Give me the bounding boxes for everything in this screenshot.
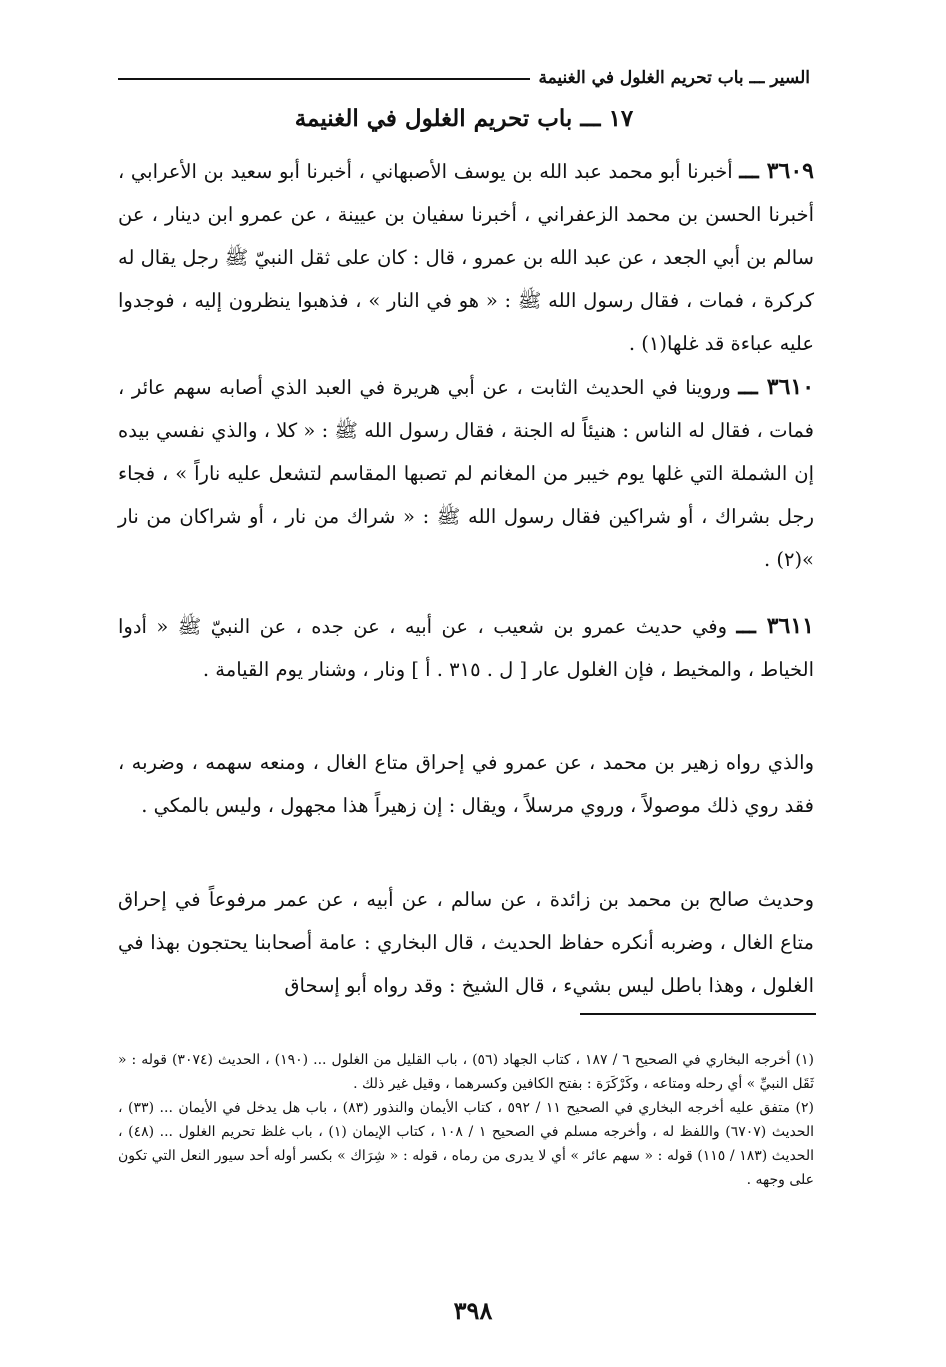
hadith-paragraph-3610 [118,366,814,581]
page-number: ٣٩٨ [453,1296,493,1325]
footnote-1: (١) أخرجه البخاري في الصحيح ٦ / ١٨٧ ، كتاب الجهاد (٥٦) ، باب القليل من الغلول ... (١٩٠) ، الحديث (٣٠٧٤) قوله : « ثَقَل النبيِّ » أي رحله ومتاعه ، وكَرْكَرَة : بفتح الكافين وكسرهما ، وقيل غير ذلك . [118,1052,815,1092]
hadith-text: وروينا في الحديث الثابت ، عن أبي هريرة في العبد الذي أصابه سهم عائر ، فمات ، فقال له الناس : هنيئاً له الجنة ، فقال رسول الله ﷺ : « كلا ، والذي نفسي بيده إن الشملة التي غلها يوم خيبر من المغانم لم تصبها المقاسم لتشعل عليه ناراً » ، فجاء رجل بشراك ، أو شراكين فقال رسول الله ﷺ : « شراك من نار ، أو شراكان من نار »(٢) . [118,376,814,571]
hadith-number: ٣٦١٠ ـــ [738,374,815,400]
running-header-text: السير ـــ باب تحريم الغلول في الغنيمة [538,68,810,88]
hadith-paragraph-3611 [118,605,814,691]
footnotes [118,1048,814,1192]
hadith-text: أخبرنا أبو محمد عبد الله بن يوسف الأصبهاني ، أخبرنا أبو سعيد بن الأعرابي ، أخبرنا الحسن بن محمد الزعفراني ، أخبرنا سفيان بن عيينة ، عن عمرو ابن دينار ، عن سالم بن أبي الجعد ، عن عبد الله بن عمرو ، قال : كان على ثقل النبيّ ﷺ رجل يقال له كركرة ، فمات ، فقال رسول الله ﷺ : « هو في النار » ، فذهبوا ينظرون إليه ، فوجدوا عليه عباءة قد غلها(١) . [118,160,814,355]
hadith-number: ٣٦٠٩ ـــ [739,158,814,184]
commentary-text: والذي رواه زهير بن محمد ، عن عمرو في إحراق متاع الغال ، ومنعه سهمه ، وضربه ، فقد روي ذلك موصولاً ، وروي مرسلاً ، ويقال : إن زهيراً هذا مجهول ، وليس بالمكي . [118,751,814,817]
footnote-2: (٢) متفق عليه أخرجه البخاري في الصحيح ١١ / ٥٩٢ ، كتاب الأيمان والنذور (٨٣) ، باب هل يدخل في الأيمان ... (٣٣) ، الحديث (٦٧٠٧) واللفظ له ، وأخرجه مسلم في الصحيح ١ / ١٠٨ ، كتاب الإيمان (١) ، باب غلظ تحريم الغلول ... (٤٨) ، الحديث (١٨٣ / ١١٥) قوله : « سهم عائر » أي لا يدرى من رماه ، قوله : « شِرَاك » بكسر أوله أحد سيور النعل التي تكون على وجهه . [118,1100,815,1188]
hadith-text: وفي حديث عمرو بن شعيب ، عن أبيه ، عن جده ، عن النبيّ ﷺ « أدوا الخياط ، والمخيط ، فإن الغلول عار [ ل . ٣١٥ . أ ] ونار ، وشنار يوم القيامة . [118,615,814,681]
hadith-paragraph-3609 [118,150,814,365]
commentary-paragraph-salih [118,878,814,1007]
commentary-paragraph-zuhair [118,741,814,827]
commentary-text: وحديث صالح بن محمد بن زائدة ، عن سالم ، عن أبيه ، عن عمر مرفوعاً في إحراق متاع الغال ، وضربه أنكره حفاظ الحديث ، قال البخاري : عامة أصحابنا يحتجون بهذا في الغلول ، وهذا باطل ليس بشيء ، قال الشيخ : وقد رواه أبو إسحاق [118,888,814,997]
hadith-number: ٣٦١١ ـــ [736,613,814,639]
running-header [118,58,810,92]
footnote-separator [580,1013,816,1015]
header-rule [118,78,530,80]
chapter-title: ١٧ ـــ باب تحريم الغلول في الغنيمة [294,105,634,132]
